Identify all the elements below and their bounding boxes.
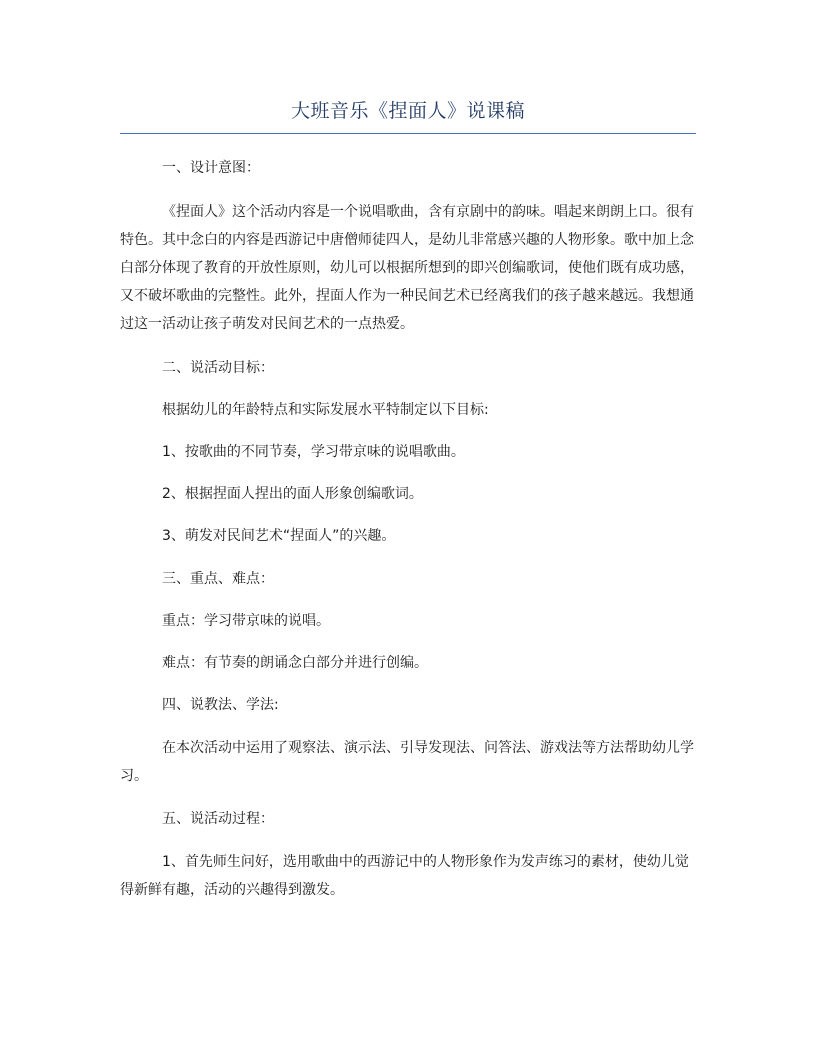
difficult-point: 难点：有节奏的朗诵念白部分并进行创编。 (162, 655, 428, 671)
document-title: 大班音乐《捏面人》说课稿 (290, 100, 525, 122)
goal-item-1: 1、按歌曲的不同节奏，学习带京味的说唱歌曲。 (162, 444, 465, 460)
section-4-paragraph: 在本次活动中运用了观察法、演示法、引导发现法、问答法、游戏法等方法帮助幼儿学习。 (120, 740, 694, 784)
key-point: 重点：学习带京味的说唱。 (162, 613, 330, 629)
section-1-paragraph: 《捏面人》这个活动内容是一个说唱歌曲，含有京剧中的韵味。唱起来朗朗上口。很有特色。其中念白的内容是西游记中唐僧师徒四人，是幼儿非常感兴趣的人物形象。歌中加上念白部分体现了教育的开放性原则，幼儿可以根据所想到的即兴创编歌词，使他们既有成功感，又不破坏歌曲的完整性。此外，捏面人作为一种民间艺术已经离我们的孩子越来越远。我想通过这一活动让孩子萌发对民间艺术的一点热爱。 (120, 204, 694, 332)
section-2-heading: 二、说活动目标： (162, 360, 274, 376)
section-3-heading: 三、重点、难点： (162, 571, 274, 587)
section-2-intro: 根据幼儿的年龄特点和实际发展水平特制定以下目标: (162, 402, 489, 418)
title-underline (120, 133, 696, 134)
goal-item-3: 3、萌发对民间艺术“捏面人”的兴趣。 (162, 528, 396, 544)
goal-item-2: 2、根据捏面人捏出的面人形象创编歌词。 (162, 486, 423, 502)
section-1-heading: 一、设计意图： (162, 160, 260, 176)
section-4-heading: 四、说教法、学法: (162, 697, 279, 713)
section-5-heading: 五、说活动过程： (162, 811, 274, 827)
process-step-1: 1、首先师生问好，选用歌曲中的西游记中的人物形象作为发声练习的素材，使幼儿觉得新鲜有趣，活动的兴趣得到激发。 (120, 854, 689, 898)
